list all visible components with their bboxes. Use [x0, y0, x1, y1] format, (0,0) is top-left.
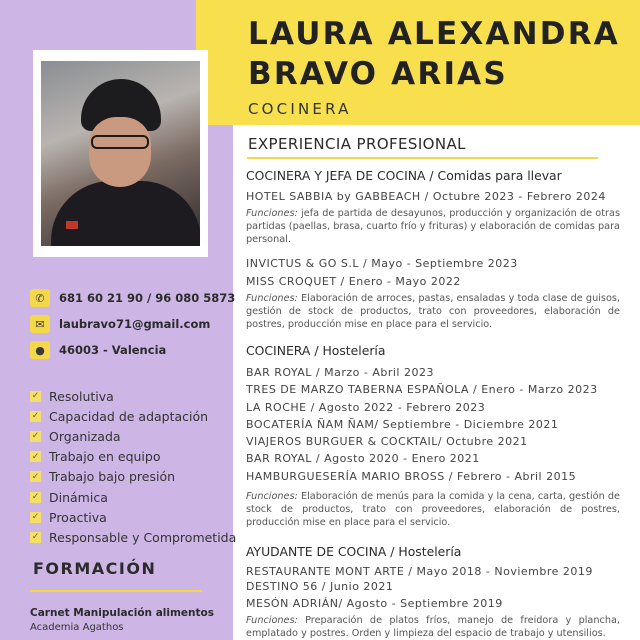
phone-icon: ✆ — [30, 289, 50, 307]
job-description: Funciones: jefa de partida de desayunos, producción y organización de otras partidas (paellas, brasa, cuarto frío y frituras) y elaboración de comidas para personal. — [246, 208, 620, 246]
check-icon: ✓ — [31, 411, 40, 422]
job-entry: LA ROCHE / Agosto 2022 - Febrero 2023 — [246, 401, 486, 414]
check-icon: ✓ — [31, 451, 40, 462]
skill-item: ✓ Capacidad de adaptación — [31, 408, 209, 424]
job-entry: MISS CROQUET / Enero - Mayo 2022 — [246, 275, 461, 288]
contact-email[interactable] — [30, 315, 210, 333]
job-entry: RESTAURANTE MONT ARTE / Mayo 2018 - Noviembre 2019 — [246, 565, 593, 578]
education-title: Carnet Manipulación alimentos — [30, 607, 214, 619]
name-line-2: BRAVO ARIAS — [248, 56, 508, 92]
profile-photo — [41, 61, 200, 246]
job-role: COCINERA — [248, 100, 352, 118]
skills-list — [30, 386, 236, 548]
job-entry: BAR ROYAL / Marzo - Abril 2023 — [246, 366, 434, 379]
skill-item: ✓ Trabajo bajo presión — [31, 469, 176, 485]
check-icon: ✓ — [31, 492, 40, 503]
experience-title: EXPERIENCIA PROFESIONAL — [248, 135, 466, 153]
job-entry: MESÓN ADRIÁN/ Agosto - Septiembre 2019 — [246, 597, 503, 610]
skill-item: ✓ Trabajo en equipo — [31, 449, 161, 465]
envelope-icon: ✉ — [30, 315, 50, 333]
formacion-divider — [30, 590, 202, 592]
job-entry: BOCATERÍA ÑAM ÑAM/ Septiembre - Diciembre 2021 — [246, 418, 559, 431]
job-description: Funciones: Elaboración de menús para la comida y la cena, carta, gestión de stock de productos, trato con proveedores, elaboración de postres, producción mise en place para el servicio. — [246, 491, 620, 529]
skill-item: ✓ Organizada — [31, 428, 121, 444]
job-entry: HAMBURGUESERÍA MARIO BROSS / Febrero - Abril 2015 — [246, 470, 577, 483]
skill-item: ✓ Responsable y Comprometida — [31, 529, 237, 545]
phone-text: 681 60 21 90 / 96 080 5873 — [59, 291, 236, 305]
check-icon: ✓ — [31, 431, 40, 442]
full-name — [248, 14, 620, 94]
job-entry: HOTEL SABBIA by GABBEACH / Octubre 2023 - Febrero 2024 — [246, 190, 606, 203]
job-title: AYUDANTE DE COCINA / Hostelería — [246, 544, 462, 559]
email-text: laubravo71@gmail.com — [59, 317, 211, 331]
job-entry: TRES DE MARZO TABERNA ESPAÑOLA / Enero - Marzo 2023 — [246, 383, 598, 396]
check-icon: ✓ — [31, 471, 40, 482]
job-description: Funciones: Preparación de platos fríos, manejo de freidora y plancha, emplatado y postres. Orden y limpieza del espacio de trabajo y utensilios. — [246, 615, 620, 640]
job-description: Funciones: Elaboración de arroces, pastas, ensaladas y toda clase de guisos, gestión de stock de productos, trato con proveedores, elaboración de postres, producción mise en place para el servicio. — [246, 293, 620, 331]
check-icon: ✓ — [31, 532, 40, 543]
job-title: COCINERA Y JEFA DE COCINA / Comidas para llevar — [246, 168, 562, 183]
job-title: COCINERA / Hostelería — [246, 343, 386, 358]
skill-item: ✓ Resolutiva — [31, 388, 114, 404]
contact-location — [30, 341, 166, 359]
job-entry: VIAJEROS BURGUER & COCKTAIL/ Octubre 2021 — [246, 435, 528, 448]
experience-divider — [247, 157, 598, 159]
skill-item: ✓ Proactiva — [31, 509, 107, 525]
name-line-1: LAURA ALEXANDRA — [248, 16, 620, 52]
location-text: 46003 - Valencia — [59, 343, 167, 357]
skill-item: ✓ Dinámica — [31, 489, 108, 505]
check-icon: ✓ — [31, 391, 40, 402]
formacion-title: FORMACIÓN — [33, 559, 157, 578]
education-school: Academia Agathos — [30, 622, 124, 633]
check-icon: ✓ — [31, 512, 40, 523]
job-entry: DESTINO 56 / Junio 2021 — [246, 580, 394, 593]
map-pin-icon: ● — [30, 341, 50, 359]
job-entry: INVICTUS & GO S.L / Mayo - Septiembre 2023 — [246, 257, 518, 270]
job-entry: BAR ROYAL / Agosto 2020 - Enero 2021 — [246, 452, 480, 465]
contact-phone[interactable] — [30, 289, 235, 307]
